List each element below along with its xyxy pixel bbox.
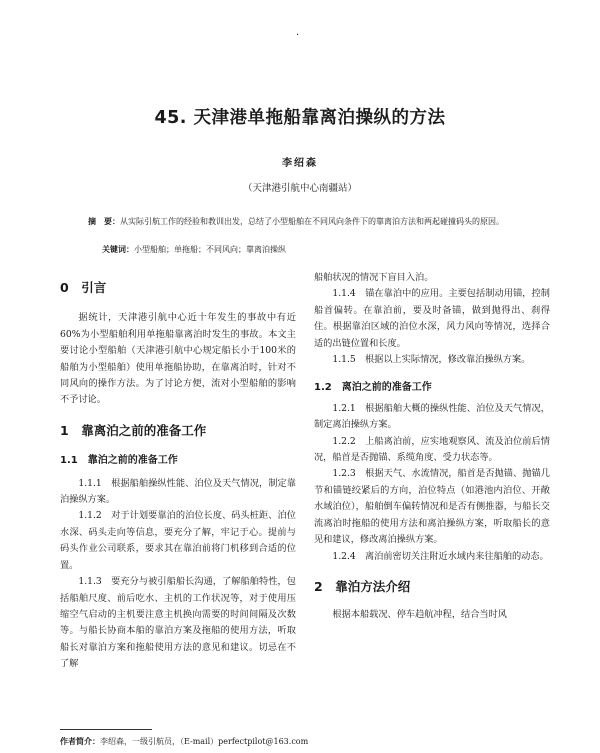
paragraph-1-1-2: 1.1.2 对于计划要靠泊的泊位长度、码头桩距、泊位水深、码头走向等信息，要充分了解，牢记于心。提前与码头作业公司联系，要求其在靠泊前将门机移到合适的位置。 [60, 510, 296, 571]
paragraph-1-2-1: 1.2.1 根据船舶大概的操纵性能、泊位及天气情况，制定离泊操纵方案。 [314, 402, 550, 431]
section-2-heading: 2 靠泊方法介绍 [314, 578, 411, 594]
section-1-heading: 1 靠离泊之前的准备工作 [60, 422, 207, 438]
paragraph-1-1-3: 1.1.3 要充分与被引船船长沟通，了解船舶特性，包括船舶尺度、前后吃水、主机的工作状况等，对于使用压缩空气启动的主机要注意主机换向需要的时间间隔及次数等。与船长协商本船的靠泊方案及拖船的使用方法，听取船长对靠泊方案和拖船使用方法的意见和建议。切忌在不了解 [60, 576, 296, 670]
paragraph-1-2-3: 1.2.3 根据天气、水流情况，船首是否抛锚、抛锚几节和锚链绞紧后的方向，泊位特点（如港池内泊位、开敞水域泊位），船舶倒车偏转情况和是否有侧推器，与船长交流离泊时拖船的使用方法和离泊操纵方案，听取船长的意见和建议，修改离泊操纵方案。 [314, 468, 550, 546]
abstract [88, 214, 540, 229]
paragraph-1-1-5: 1.1.5 根据以上实际情况，修改靠泊操纵方案。 [332, 354, 531, 366]
right-column [314, 270, 550, 624]
author-name: 李绍森 [282, 158, 318, 169]
section-1-2-heading: 1.2 离泊之前的准备工作 [314, 382, 432, 394]
paragraph-1-2-2: 1.2.2 上船离泊前，应实地观察风、流及泊位前后情况，船首是否抛锚、系缆角度、受力状态等。 [314, 435, 550, 464]
section-2-paragraph: 根据本船载况、停车趋航冲程，结合当时风 [332, 609, 507, 621]
author-footnote [60, 736, 308, 747]
paragraph-1-1-4: 1.1.4 锚在靠泊中的应用。主要包括制动用锚，控制船首偏转。在靠泊前，要及时备锚，做到抛得出、刹得住。根据靠泊区域的泊位水深，风力风向等情况，选择合适的出链位置和长度。 [314, 288, 550, 349]
keywords [102, 244, 542, 255]
section-0-heading: 0 引言 [60, 280, 107, 295]
continued-paragraph: 船舶状况的情况下盲目入泊。 [314, 272, 434, 283]
paper-title: 45. 天津港单拖船靠离泊操纵的方法 [154, 108, 446, 128]
footnote-rule [60, 729, 152, 730]
section-0-paragraph: 据统计，天津港引航中心近十年发生的事故中有近60%为小型船舶利用单拖船靠离泊时发生的事故。本文主要讨论小型船舶（天津港引航中心规定船长小于100米的船舶为小型船舶）使用单拖船协助，在靠离泊时，针对不同风向的操作方法。为了讨论方便，流对小型船舶的影响不予讨论。 [60, 312, 296, 406]
abstract-label: 摘 要： [88, 216, 120, 226]
left-column [60, 280, 296, 673]
keywords-label: 关键词： [102, 244, 134, 254]
affiliation: （天津港引航中心南疆站） [242, 183, 357, 194]
section-1-1-heading: 1.1 靠泊之前的准备工作 [60, 455, 178, 467]
paragraph-1-1-1: 1.1.1 根据船舶操纵性能、泊位及天气情况，制定靠泊操纵方案。 [60, 477, 296, 506]
abstract-text: 从实际引航工作的经验和教训出发，总结了小型船舶在不同风向条件下的靠离泊方法和两起碰撞码头的原因。 [120, 217, 504, 226]
page-mark: · [296, 30, 300, 41]
paragraph-1-2-4: 1.2.4 离泊前密切关注附近水域内来往船舶的动态。 [332, 550, 549, 562]
footnote-label: 作者简介： [60, 736, 100, 746]
footnote-text: 李绍森，一级引航员，（E-mail）perfectpilot@163.com [100, 737, 309, 746]
keywords-text: 小型船舶；单拖船；不同风向；靠离泊操纵 [134, 245, 286, 254]
